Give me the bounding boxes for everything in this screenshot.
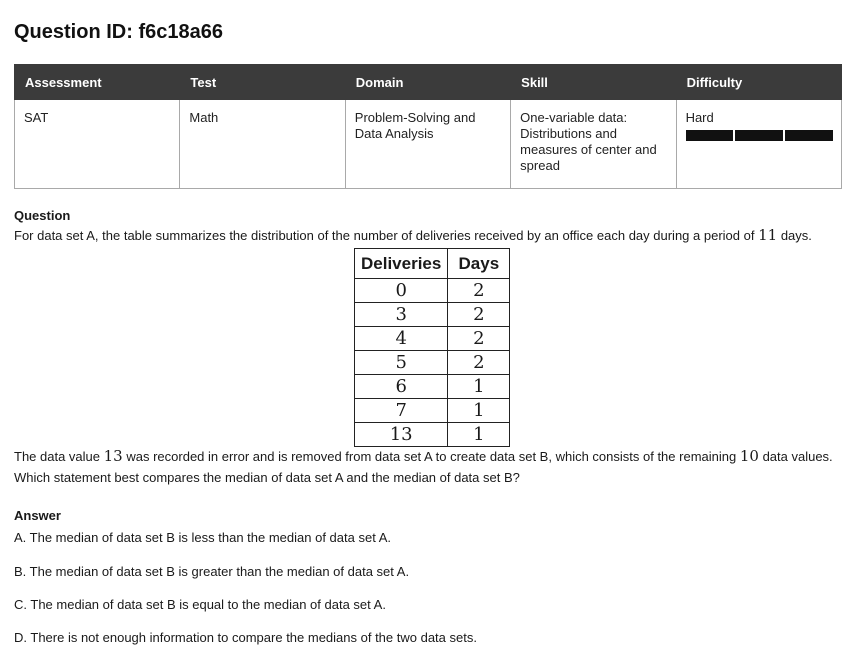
days-cell: 2 — [448, 303, 510, 327]
intro-text-before: For data set A, the table summarizes the distribution of the number of deliveries received by an office each day during a period of — [14, 228, 755, 243]
difficulty-bar-2 — [735, 130, 783, 141]
domain-value: Problem-Solving and Data Analysis — [345, 100, 510, 189]
deliveries-header: Deliveries — [355, 249, 448, 279]
followup-number-2: 10 — [739, 447, 759, 465]
followup-text-before: The data value — [14, 449, 101, 464]
deliveries-cell: 6 — [355, 375, 448, 399]
days-cell: 2 — [448, 327, 510, 351]
difficulty-value: Hard — [685, 110, 714, 125]
header-test: Test — [180, 65, 345, 100]
days-cell: 2 — [448, 351, 510, 375]
metadata-table — [14, 64, 842, 189]
deliveries-cell: 13 — [355, 423, 448, 447]
table-row — [355, 423, 510, 447]
days-cell: 1 — [448, 399, 510, 423]
answer-choice-a: A. The median of data set B is less than the median of data set A. — [14, 530, 391, 545]
difficulty-cell — [676, 100, 841, 189]
answer-choice-c: C. The median of data set B is equal to the median of data set A. — [14, 597, 386, 612]
deliveries-cell: 3 — [355, 303, 448, 327]
table-row — [355, 303, 510, 327]
days-header: Days — [448, 249, 510, 279]
deliveries-cell: 7 — [355, 399, 448, 423]
test-value: Math — [180, 100, 345, 189]
difficulty-bar-3 — [785, 130, 833, 141]
table-row — [355, 351, 510, 375]
header-skill: Skill — [511, 65, 676, 100]
days-cell: 1 — [448, 423, 510, 447]
intro-number: 11 — [758, 226, 778, 244]
deliveries-cell: 5 — [355, 351, 448, 375]
header-difficulty: Difficulty — [676, 65, 841, 100]
question-followup — [14, 446, 833, 467]
followup-text-middle: was recorded in error and is removed from data set A to create data set B, which consists of the remaining — [126, 449, 737, 464]
answer-label: Answer — [14, 508, 61, 523]
question-id-title: Question ID: f6c18a66 — [14, 21, 223, 43]
difficulty-meter — [686, 130, 833, 141]
table-row — [355, 327, 510, 351]
assessment-value: SAT — [15, 100, 180, 189]
deliveries-table — [354, 248, 510, 447]
table-row — [355, 279, 510, 303]
deliveries-header-row — [355, 249, 510, 279]
header-assessment: Assessment — [15, 65, 180, 100]
deliveries-cell: 0 — [355, 279, 448, 303]
followup-number-1: 13 — [103, 447, 123, 465]
header-domain: Domain — [345, 65, 510, 100]
answer-choice-d: D. There is not enough information to compare the medians of the two data sets. — [14, 630, 477, 645]
table-row — [355, 375, 510, 399]
days-cell: 2 — [448, 279, 510, 303]
skill-value: One-variable data: Distributions and measures of center and spread — [511, 100, 676, 189]
table-row — [355, 399, 510, 423]
metadata-header-row — [15, 65, 842, 100]
metadata-values-row — [15, 100, 842, 189]
question-prompt: Which statement best compares the median of data set A and the median of data set B? — [14, 470, 520, 485]
answer-choice-b: B. The median of data set B is greater than the median of data set A. — [14, 564, 410, 579]
deliveries-cell: 4 — [355, 327, 448, 351]
question-label: Question — [14, 208, 71, 223]
intro-text-after: days. — [780, 228, 812, 243]
difficulty-bar-1 — [686, 130, 734, 141]
question-intro — [14, 225, 812, 246]
followup-text-after: data values. — [762, 449, 833, 464]
days-cell: 1 — [448, 375, 510, 399]
